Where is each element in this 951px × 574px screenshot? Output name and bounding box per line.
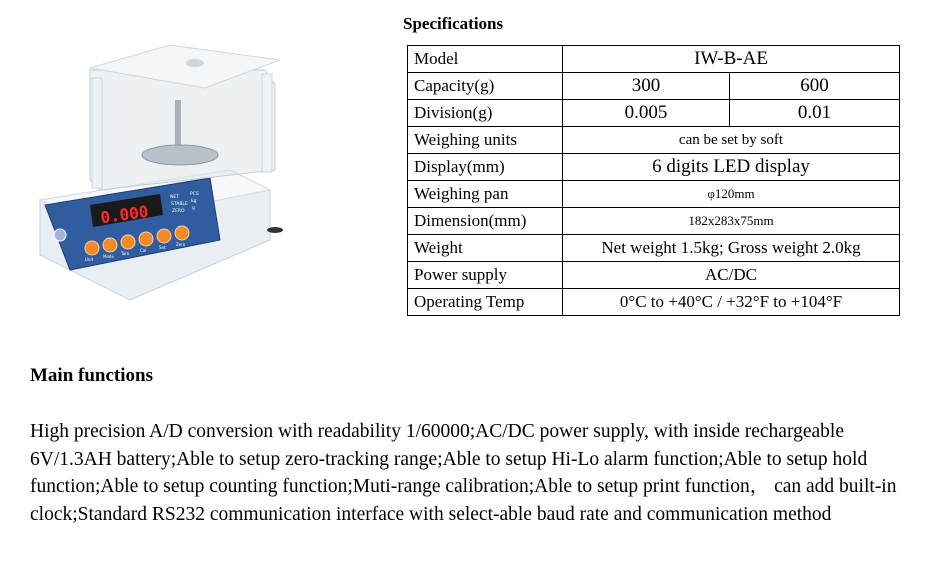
indicator-net: NET	[170, 195, 179, 200]
key-unit[interactable]	[85, 241, 99, 255]
key-label-set: Set	[159, 245, 166, 250]
balance-scale-illustration	[30, 30, 330, 315]
spec-label: Capacity(g)	[408, 73, 563, 100]
table-row	[408, 208, 900, 235]
specifications-table	[407, 45, 900, 316]
indicator-pcs: PCS	[190, 192, 199, 197]
sensor-icon	[54, 229, 66, 241]
spec-value: 600	[730, 73, 900, 100]
indicator-kg: kg	[191, 199, 197, 204]
key-label-tare: Tare	[121, 251, 130, 256]
key-label-zero: Zero	[176, 242, 186, 247]
indicator-stable: STABLE	[171, 202, 188, 207]
key-label-mode: Mode	[103, 254, 114, 259]
spec-label: Dimension(mm)	[408, 208, 563, 235]
spec-label: Display(mm)	[408, 154, 563, 181]
key-label-unit: Unit	[85, 257, 94, 262]
spec-value: 0.01	[730, 100, 900, 127]
spec-label: Model	[408, 46, 563, 73]
led-reading: 0.000	[99, 201, 150, 228]
spec-label: Power supply	[408, 262, 563, 289]
main-functions-text: High precision A/D conversion with readability 1/60000;AC/DC power supply, with inside rechargeable 6V/1.3AH battery;Able to setup zero-tracking range;Able to setup Hi-Lo alarm function;Able to setup hold function;Able to setup counting function;Muti-range calibration;Able to setup print function， can add built-in clock;Standard RS232 communication interface with select-able baud rate and communication method	[30, 421, 897, 525]
table-row	[408, 46, 900, 73]
spec-value: can be set by soft	[563, 127, 900, 154]
spec-value: 0.005	[563, 100, 730, 127]
lid-handle	[186, 59, 204, 67]
indicator-zero: ZERO	[172, 209, 185, 214]
spec-label: Weighing units	[408, 127, 563, 154]
table-row	[408, 100, 900, 127]
balance-scale-image	[30, 30, 330, 315]
table-row	[408, 73, 900, 100]
spec-label: Division(g)	[408, 100, 563, 127]
spec-value: 300	[563, 73, 730, 100]
spec-value: AC/DC	[563, 262, 900, 289]
table-row	[408, 235, 900, 262]
table-row	[408, 127, 900, 154]
table-row	[408, 262, 900, 289]
key-zero[interactable]	[175, 226, 189, 240]
spec-label: Weight	[408, 235, 563, 262]
main-functions-title: Main functions	[30, 365, 153, 386]
specifications-title: Specifications	[403, 14, 504, 33]
table-row	[408, 289, 900, 316]
spec-value: 182x283x75mm	[563, 208, 900, 235]
spec-value: 0°C to +40°C / +32°F to +104°F	[563, 289, 900, 316]
spec-value: IW-B-AE	[563, 46, 900, 73]
spec-value: φ120mm	[563, 181, 900, 208]
spec-value: 6 digits LED display	[563, 154, 900, 181]
key-label-cal: Cal	[140, 248, 147, 253]
key-cal[interactable]	[139, 232, 153, 246]
spec-label: Weighing pan	[408, 181, 563, 208]
draft-shield	[90, 70, 275, 190]
spec-label: Operating Temp	[408, 289, 563, 316]
table-row	[408, 181, 900, 208]
key-set[interactable]	[157, 229, 171, 243]
weighing-pan	[142, 145, 218, 165]
indicator-g: g	[192, 206, 195, 211]
key-tare[interactable]	[121, 235, 135, 249]
table-row	[408, 154, 900, 181]
key-mode[interactable]	[103, 238, 117, 252]
spec-value: Net weight 1.5kg; Gross weight 2.0kg	[563, 235, 900, 262]
